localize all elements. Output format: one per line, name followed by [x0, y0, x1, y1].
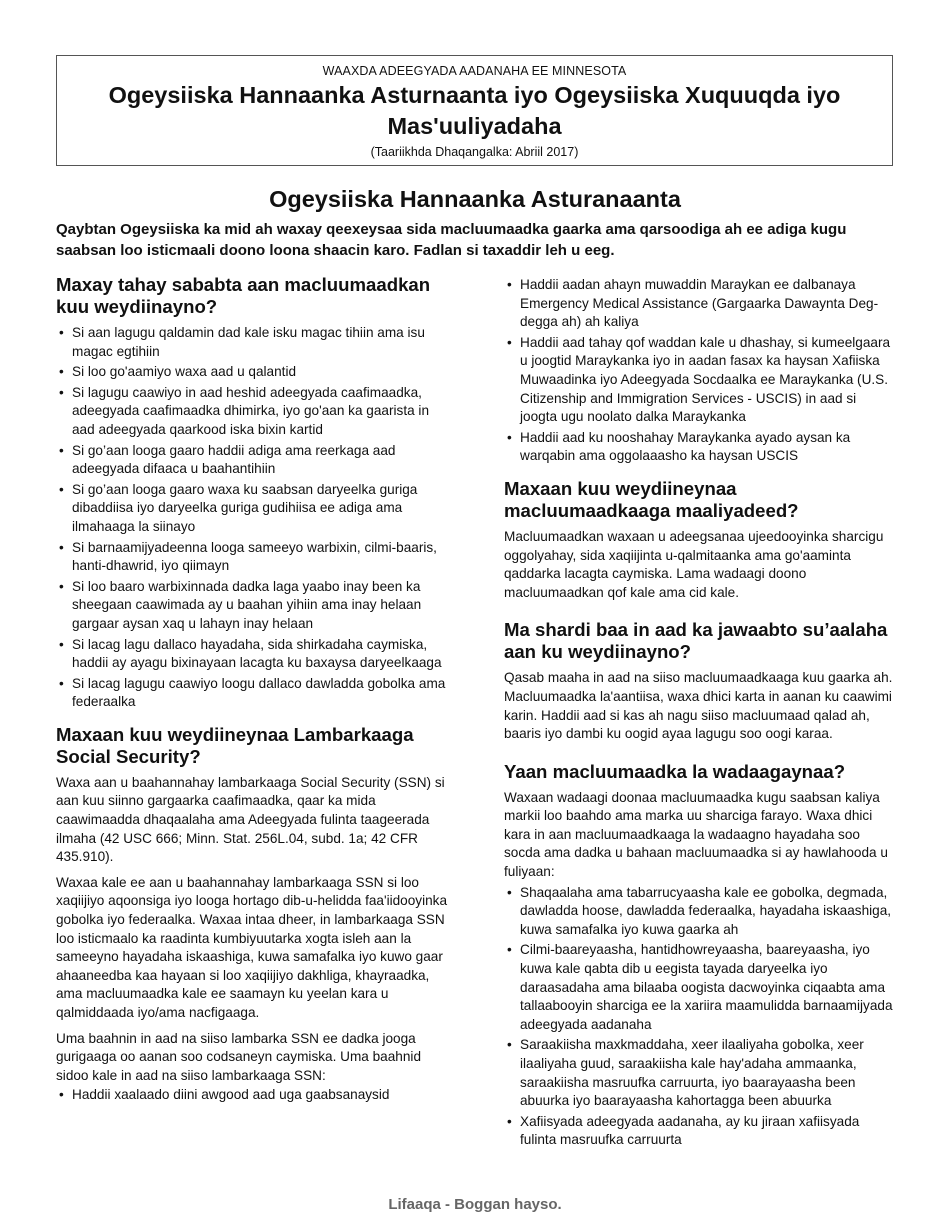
ssn-heading: Maxaan kuu weydiineynaa Lambarkaaga Social Security?	[56, 723, 414, 767]
agency-name: WAAXDA ADEEGYADA AADANAHA EE MINNESOTA	[322, 64, 627, 78]
list-item: • Haddii aadan ahayn muwaddin Maraykan ee dalbanaya Emergency Medical Assistance (Gargaarka Dawaynta Deg-degga ah) ah kaliya	[504, 276, 896, 332]
list-item: • Saraakiisha maxkmaddaha, xeer ilaaliyaha gobolka, xeer ilaaliyaha guud, saraakiisha kale hay'adaha ammaanka, saraakiisha masruufka carruurta, iyo baarayaasha been abuurka iyo baarayaasha kahortagga been abuurka	[504, 1036, 896, 1110]
must-answer-text: Qasab maaha in aad na siiso macluumaadkaaga kuu gaarka ah. Macluumaadka la'aantiisa, waxa dhici karta in aanan ku caawimi karin. Haddii aad si kas ah nagu siiso macluumaad qalad ah, baaris iyo dambi ku oogid ayaa lagugu soo oogi karaa.	[504, 670, 893, 742]
share-text: Waxaan wadaagi doonaa macluumaadka kugu saabsan kaliya markii loo baahdo ama marka uu sharciga farayo. Waxa dhici kara in aan macluumaadkaaga la wadaagno hayadaha soo socda ama dadka u bahaan macluumaadka si ay hawlahooda u fuliyaan:	[504, 789, 888, 880]
ssn-paragraph-2: Waxaa kale ee aan u baahannahay lambarkaaga SSN si loo xaqiijiyo aqoonsiga iyo looga hortago dib-u-helidda faa'iidooyinka gobolka iyo federaalka. Waxaa intaa dheer, in lambarkaaga SSN loo isticmaalo ka raadinta kumbiyuutarka xogta isleh aan la sameeyno hayadaha iskaashiga, kuwa samafalka iyo kuwo gaar ahaaneedba kaa hayaan si loo xaqiijiyo dakhliga, khayraadka, ama macluumaadka kale ee saamayn ku yeelan kara u qalmiddaada iyo/ama nacfigaaga.	[56, 874, 448, 1020]
footer-note: Lifaaqa - Boggan hayso.	[388, 1196, 562, 1213]
list-item: • Si loo go'aamiyo waxa aad u qalantid	[56, 363, 451, 382]
share-heading: Yaan macluumaadka la wadaagaynaa?	[504, 760, 846, 782]
list-item: • Si lacag lagugu caawiyo loogu dallaco dawladda gobolka ama federaalka	[56, 675, 451, 712]
header-box	[56, 55, 893, 166]
list-item: • Cilmi-baareyaasha, hantidhowreyaasha, baareyaasha, iyo kuwa kale qabta dib u eegista tayada daryeelka iyo daraasadaha ama bilaaba oogista dacwoyinka ciqaabta ama tallaabooyin sharciga ee la xariira maamulidda barnaamijyada adeegyada aadanaha	[504, 941, 896, 1034]
left-column	[56, 274, 451, 1107]
list-item: • Haddii aad tahay qof waddan kale u dhashay, si kumeelgaara u joogtid Maraykanka iyo in aadan fasax ka haysan Xafiiska Muwaadinka iyo Adeegyada Socdaalka ee Maraykanka (U.S. Citizenship and Immigration Services - USCIS) in aad si joogta ugu noolato dalka Maraykanka	[504, 334, 896, 427]
document-title: Ogeysiiska Hannaanka Asturnaanta iyo Ogeysiiska Xuquuqda iyo Mas'uuliyadaha	[108, 82, 841, 139]
list-item: • Si loo baaro warbixinnada dadka laga yaabo inay been ka sheegaan caawimada ay u baahan yihiin ama inay helaan gargaar aysan xaq u lahayn inay helaan	[56, 578, 451, 634]
list-item: • Si go’aan looga gaaro haddii adiga ama reerkaga aad adeegyada difaaca u baahantihiin	[56, 442, 451, 479]
why-list	[56, 324, 451, 712]
effective-date: (Taariikhda Dhaqangalka: Abriil 2017)	[370, 145, 579, 159]
list-item: • Si go’aan looga gaaro waxa ku saabsan daryeelka guriga dibaddiisa iyo daryeelka guriga gudihiisa ee adiga ama ilmahaaga la siinayo	[56, 481, 451, 537]
list-item: • Si lagugu caawiyo in aad heshid adeegyada caafimaadka, adeegyada caafimaadka dhimirka, iyo go'aan ka gaarista in aad adeegyada qaarkood iska bixin kartid	[56, 384, 451, 440]
list-item: • Shaqaalaha ama tabarrucyaasha kale ee gobolka, degmada, dawladda hoose, dawladda federaalka, hayadaha iskaashiga, kuwa samafalka iyo kuwa gaarka ah	[504, 884, 896, 940]
ssn-list-right	[504, 276, 896, 466]
ssn-paragraph-3: Uma baahnin in aad na siiso lambarka SSN ee dadka jooga gurigaaga oo aanan soo codsaneyn caymiska. Uma baahnid sidoo kale in aad na siiso lambarkaaga SSN:	[56, 1030, 422, 1083]
section-title: Ogeysiiska Hannaanka Asturanaanta	[269, 186, 681, 212]
list-item: • Haddii xaalaado diini awgood aad uga gaabsanaysid	[56, 1086, 451, 1105]
ssn-list-left	[56, 1086, 451, 1105]
list-item: • Si lacag lagu dallaco hayadaha, sida shirkadaha caymiska, haddii ay ayagu bixinayaan lacagta ku baxaysa daryeelkaaga	[56, 636, 451, 673]
ssn-paragraph-1: Waxa aan u baahannahay lambarkaaga Social Security (SSN) si aan kuu siinno gargaarka caafimaadka, qaar ka mida caawimaadda dhaqaalaha ama Adeegyada fulinta taageerada ilmaha (42 USC 666; Minn. Stat. 256L.04, subd. 1a; 42 CFR 435.910).	[56, 774, 445, 865]
list-item: • Haddii aad ku nooshahay Maraykanka ayado aysan ka warqabin ama oggolaaasho ka haysan USCIS	[504, 429, 896, 466]
right-column	[504, 276, 896, 1152]
must-answer-heading: Ma shardi baa in aad ka jawaabto su’aalaha aan ku weydiinayno?	[504, 619, 888, 663]
share-list	[504, 884, 896, 1150]
intro-text: Qaybtan Ogeysiiska ka mid ah waxay qeexeysaa sida macluumaadka gaarka ama qarsoodiga ah ee adiga kugu saabsan loo isticmaali doono loona shaacin karo. Fadlan si taxaddir leh u eeg.	[56, 221, 847, 259]
list-item: • Si barnaamijyadeenna looga sameeyo warbixin, cilmi-baaris, hanti-dhawrid, iyo qiimayn	[56, 539, 451, 576]
list-item: • Xafiisyada adeegyada aadanaha, ay ku jiraan xafiisyada fulinta masruufka carruurta	[504, 1113, 896, 1150]
why-heading: Maxay tahay sababta aan macluumaadkan kuu weydiinayno?	[56, 274, 431, 317]
list-item: • Si aan lagugu qaldamin dad kale isku magac tihiin ama isu magac egtihiin	[56, 324, 451, 361]
financial-info-text: Macluumaadkan waxaan u adeegsanaa ujeedooyinka sharcigu oggolyahay, sida xaqiijinta u-qalmitaanka ama go'aaminta qaddarka lacagta caymiska. Lama wadaagi doono macluumaadkan qof kale ama cid kale.	[504, 528, 884, 600]
financial-info-heading: Maxaan kuu weydiineynaa macluumaadkaaga maaliyadeed?	[504, 477, 799, 521]
